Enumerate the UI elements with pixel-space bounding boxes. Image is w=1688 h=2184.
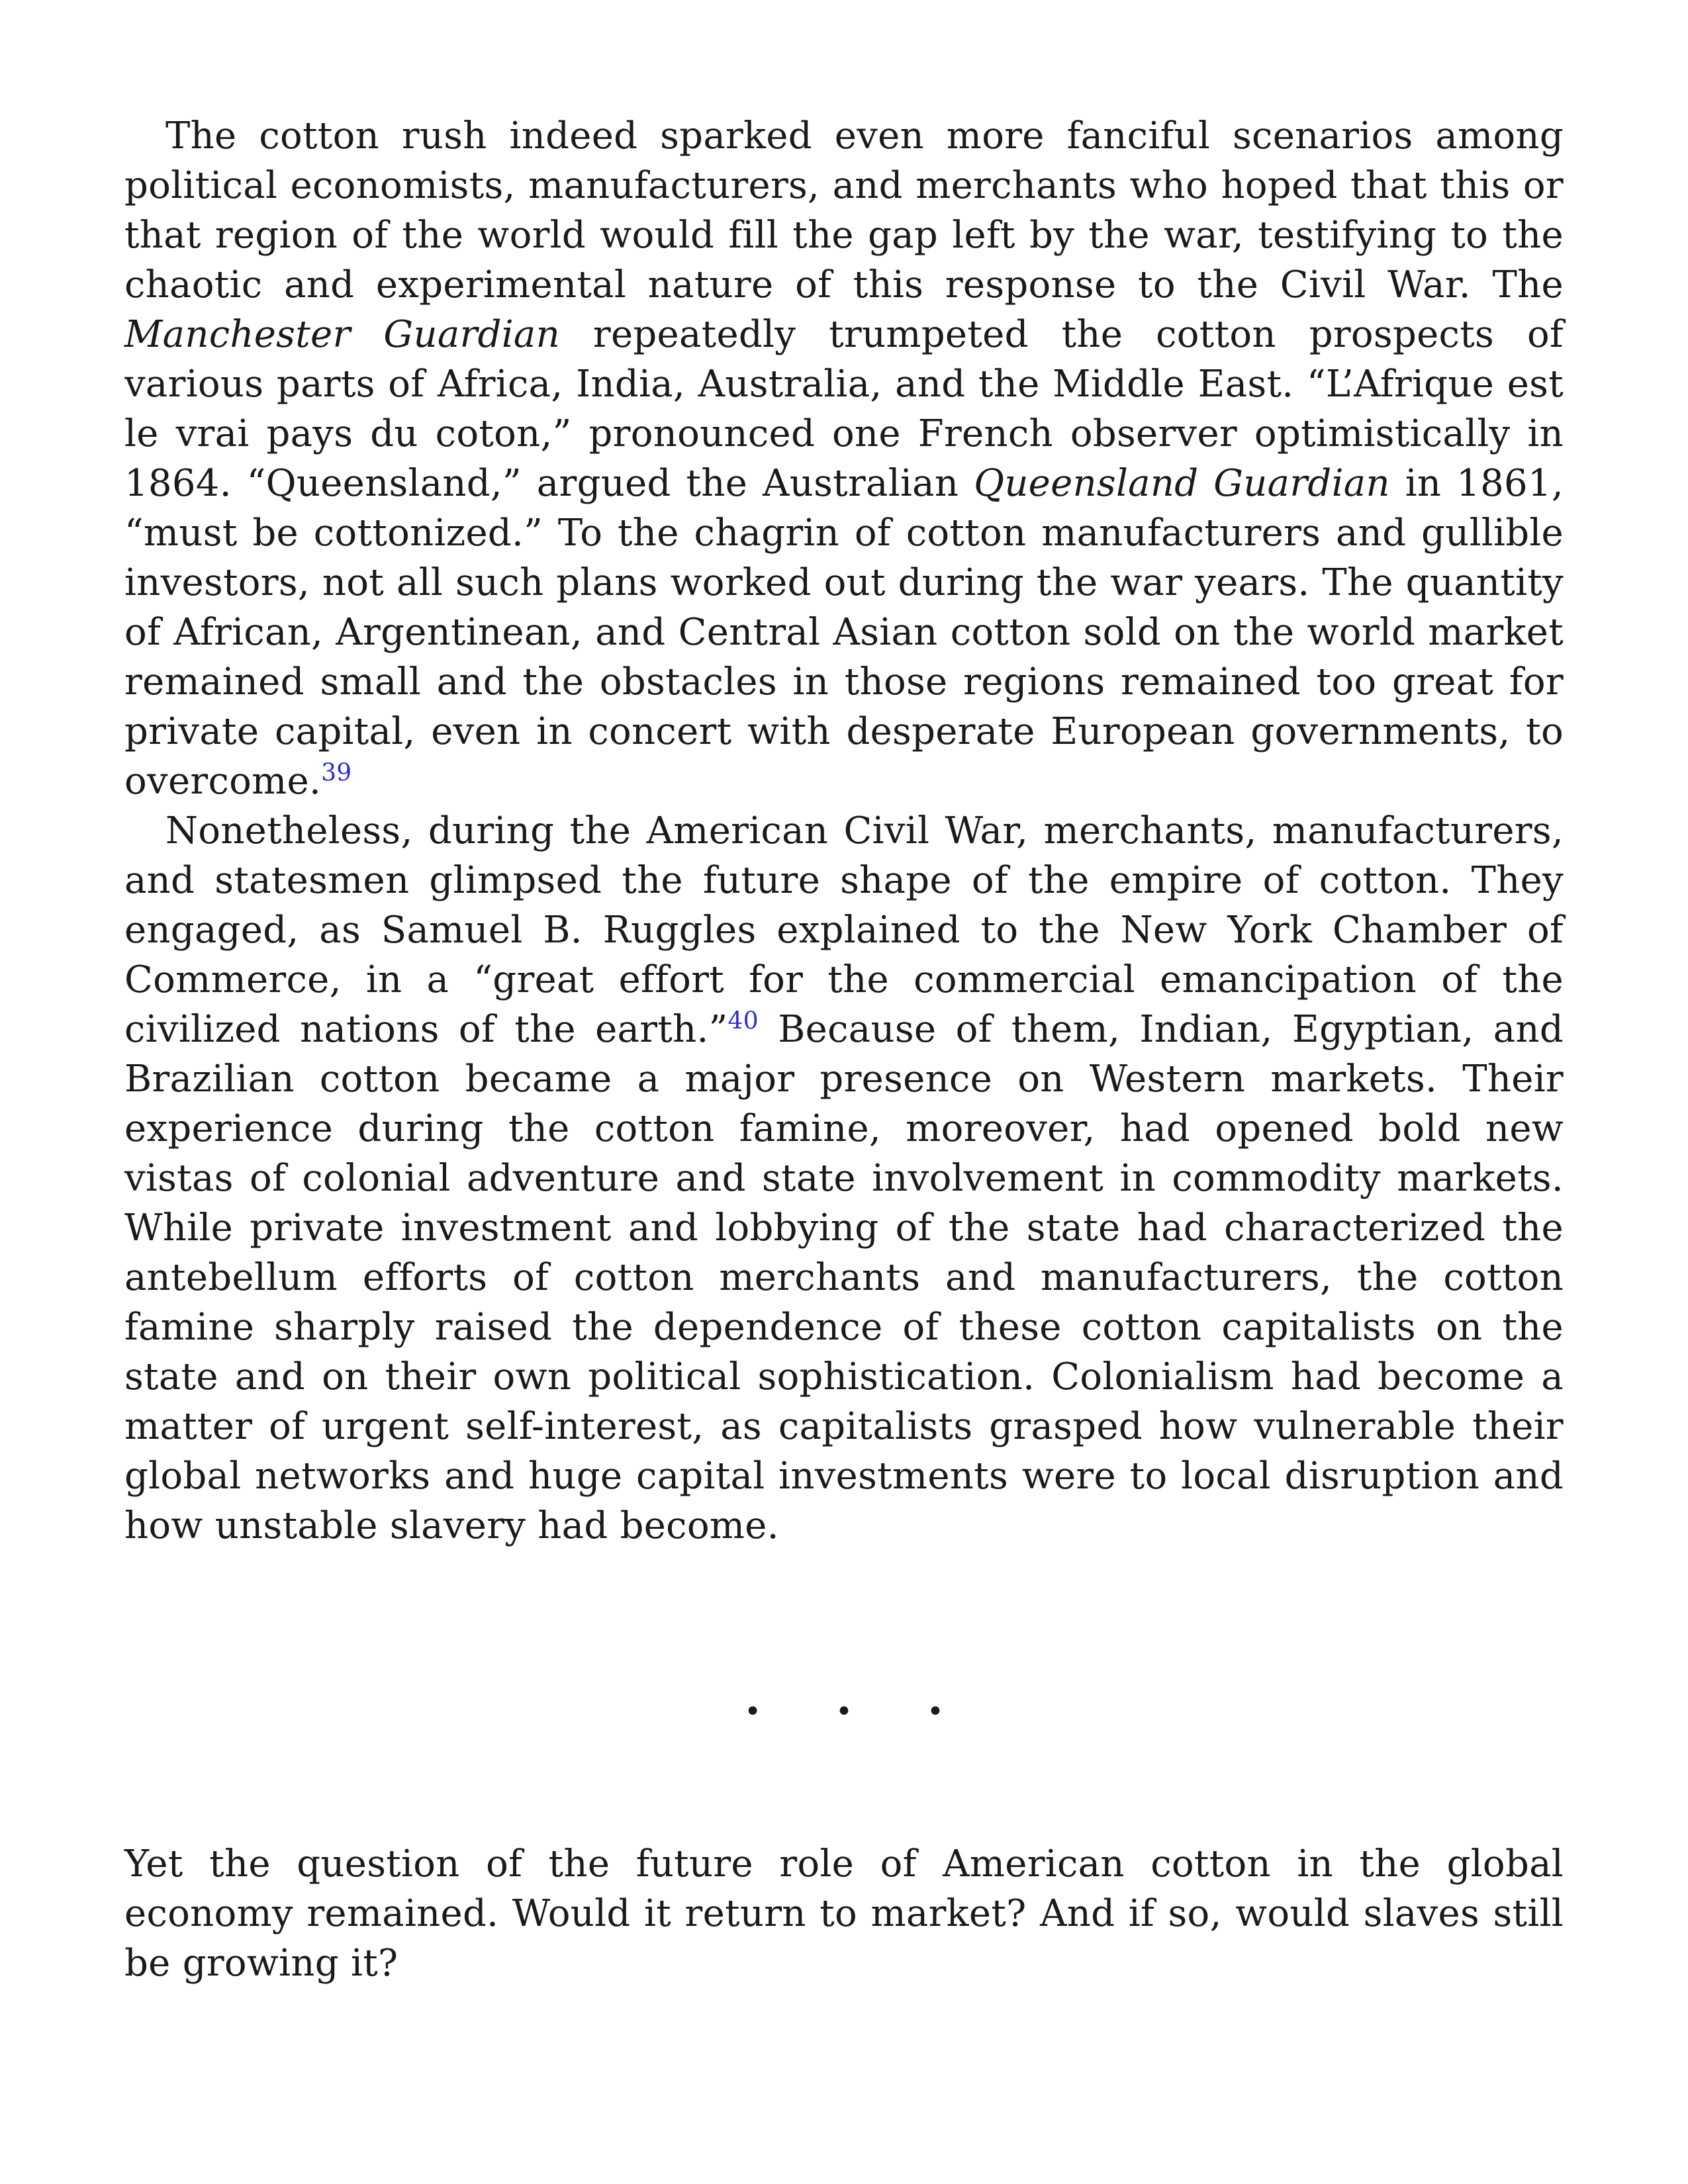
paragraph-cotton-rush [124, 111, 1564, 806]
document-body [124, 111, 1564, 1988]
italic-title-manchester-guardian: Manchester Guardian [124, 313, 560, 356]
paragraph-text: Because of them, Indian, Egyptian, and Brazilian cotton became a major presence on Western markets. Their experience during the cotton famine, moreover, had opened bold new vistas of colonial adventure and state involvement in commodity markets. While private investment and lobbying of the state had characterized the antebellum efforts of cotton merchants and manufacturers, the cotton famine sharply raised the dependence of these cotton capitalists on the state and on their own political sophistication. Colonialism had become a matter of urgent self-interest, as capitalists grasped how vulnerable their global networks and huge capital investments were to local disruption and how unstable slavery had become. [124, 1008, 1564, 1547]
section-separator [124, 1551, 1564, 1839]
footnote-link-40[interactable]: 40 [727, 1007, 759, 1035]
footnote-link-39[interactable]: 39 [321, 759, 352, 787]
paragraph-text: Nonetheless, during the American Civil War, merchants, manufacturers, and statesmen glimpsed the future shape of the empire of cotton. They engaged, as Samuel B. Ruggles explained to the New York Chamber of Commerce, in a “great effort for the commercial emancipation of the civilized nations of the earth.” [124, 809, 1564, 1051]
italic-title-queensland-guardian: Queensland Guardian [974, 462, 1390, 505]
separator-dot: • [835, 1695, 853, 1729]
separator-dots [124, 1695, 1564, 1729]
separator-dot: • [926, 1695, 944, 1729]
separator-dot: • [744, 1695, 762, 1729]
paragraph-text: The cotton rush indeed sparked even more fanciful scenarios among political economists, manufacturers, and merchants who hoped that this or that region of the world would fill the gap left by the war, testifying to the chaotic and experimental nature of this response to the Civil War. The [124, 114, 1564, 306]
paragraph-text: repeatedly trumpeted the cotton prospects of various parts of Africa, India, Australia, and the Middle East. “L’Afrique est le vrai pays du coton,” pronounced one French observer optimistically in 1864. “Queensland,” argued the Australian [124, 313, 1564, 505]
paragraph-nonetheless [124, 806, 1564, 1551]
paragraph-text: in 1861, “must be cottonized.” To the chagrin of cotton manufacturers and gullible investors, not all such plans worked out during the war years. The quantity of African, Argentinean, and Central Asian cotton sold on the world market remained small and the obstacles in those regions remained too great for private capital, even in concert with desperate European governments, to overcome. [124, 462, 1564, 803]
paragraph-question: Yet the question of the future role of American cotton in the global economy remained. Would it return to market? And if so, would slaves still be growing it? [124, 1843, 1564, 1985]
